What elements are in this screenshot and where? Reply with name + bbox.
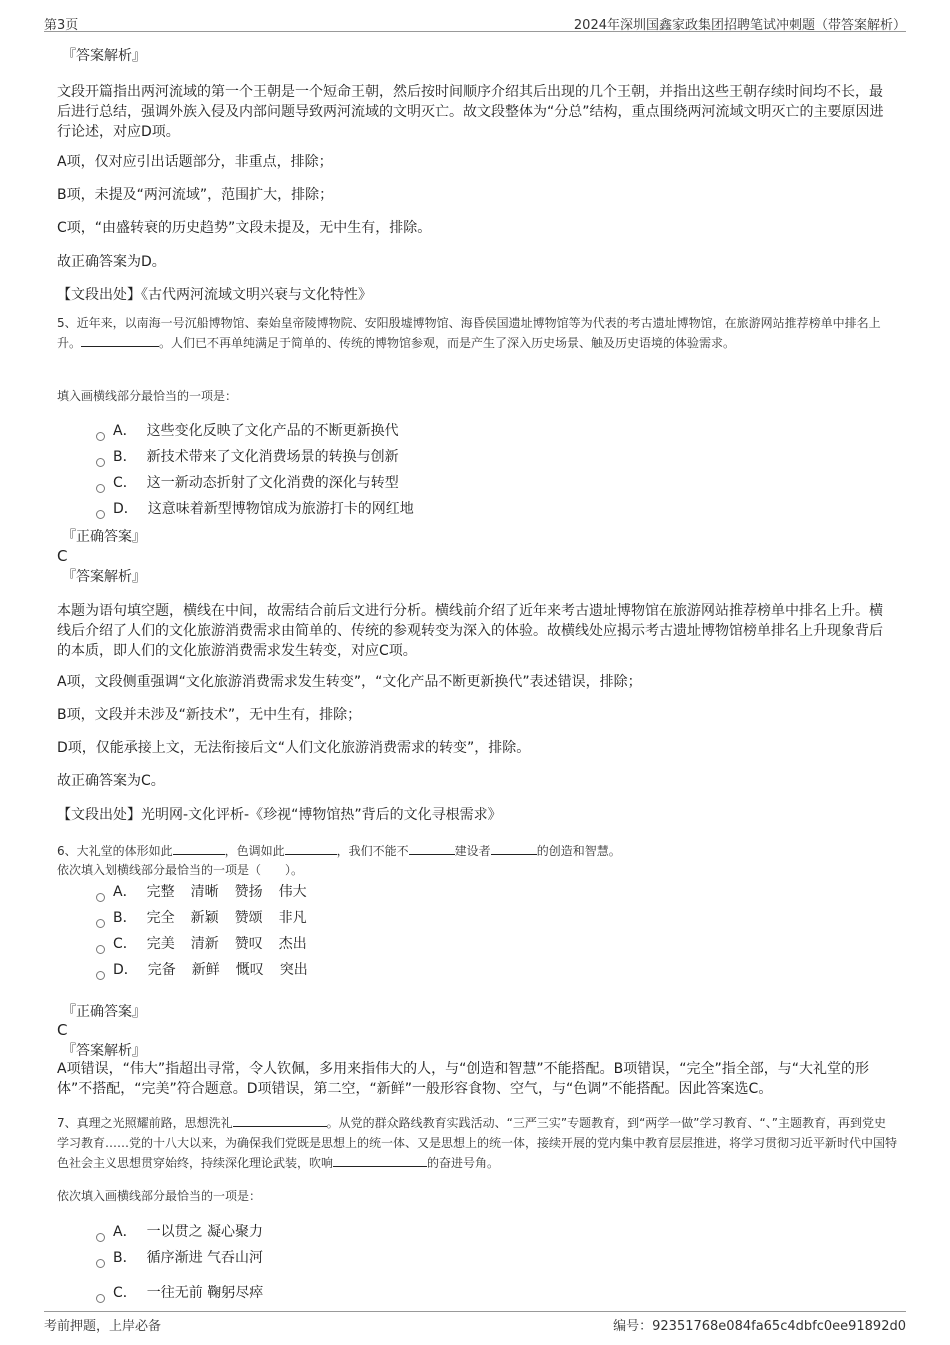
q7-option-b[interactable]: B． 循序渐进 气吞山河	[96, 1248, 263, 1268]
q6-blank-2	[285, 841, 337, 855]
q6-stem: 6、大礼堂的体形如此 ，色调如此 ，我们不能不 建设者 的创造和智慧。	[57, 841, 897, 861]
q6-blank-4	[491, 841, 537, 855]
radio-icon[interactable]	[96, 1294, 105, 1303]
radio-icon[interactable]	[96, 919, 105, 928]
footer-code: 编号：92351768e084fa65c4dbfc0ee91892d0	[613, 1319, 906, 1334]
q5-prompt: 填入画横线部分最恰当的一项是：	[57, 389, 238, 403]
q4-conclusion: 故正确答案为D。	[57, 254, 166, 270]
q6-option-a[interactable]: A． 完整 清晰 赞扬 伟大	[96, 882, 323, 902]
q5-option-a-note: A项，文段侧重强调“文化旅游消费需求发生转变”，“文化产品不断更新换代”表述错误，排除；	[57, 674, 642, 690]
q5-stem-part1: 5、近年来，以南海一号沉船博物馆、秦始皇帝陵博物院、安阳殷墟博物馆、海昏侯国遗址博物馆等为代表的考古遗址博物馆，在旅游网站推荐榜单中排名上升。	[57, 316, 881, 350]
q6-prompt: 依次填入划横线部分最恰当的一项是（ ）。	[57, 863, 304, 877]
q5-analysis-heading: 『答案解析』	[62, 569, 146, 585]
q5-blank	[81, 333, 159, 347]
q7-blank-2	[333, 1153, 427, 1167]
q5-option-d-note: D项，仅能承接上文，无法衔接后文“人们文化旅游消费需求的转变”，排除。	[57, 740, 531, 756]
q4-analysis-heading: 『答案解析』	[62, 48, 146, 64]
radio-icon[interactable]	[96, 893, 105, 902]
radio-icon[interactable]	[96, 1233, 105, 1242]
q6-analysis-heading: 『答案解析』	[62, 1043, 146, 1059]
page-header	[44, 12, 906, 32]
q4-option-a-note: A项，仅对应引出话题部分，非重点，排除；	[57, 154, 333, 170]
q5-option-c[interactable]: C． 这一新动态折射了文化消费的深化与转型	[96, 473, 399, 493]
q5-analysis-text: 本题为语句填空题，横线在中间，故需结合前后文进行分析。横线前介绍了近年来考古遗址博物馆在旅游网站推荐榜单中排名上升。横线后介绍了人们的文化旅游消费需求由简单的、传统的参观转变为深入的体验。故横线处应揭示考古遗址博物馆榜单排名上升现象背后的本质，即人们的文化旅游消费需求发生转变，对应C项。	[57, 603, 883, 659]
q7-blank-1	[233, 1113, 327, 1127]
radio-icon[interactable]	[96, 971, 105, 980]
q6-option-c[interactable]: C． 完美 清新 赞叹 杰出	[96, 934, 323, 954]
q7-option-c[interactable]: C． 一往无前 鞠躬尽瘁	[96, 1283, 263, 1303]
q6-answer-heading: 『正确答案』	[62, 1004, 146, 1020]
q5-option-d[interactable]: D． 这意味着新型博物馆成为旅游打卡的网红地	[96, 499, 414, 519]
radio-icon[interactable]	[96, 510, 105, 519]
q5-option-a[interactable]: A． 这些变化反映了文化产品的不断更新换代	[96, 421, 399, 441]
q6-blank-1	[173, 841, 225, 855]
q6-option-b[interactable]: B． 完全 新颖 赞颂 非凡	[96, 908, 323, 928]
q5-stem-part2: 。人们已不再单纯满足于简单的、传统的博物馆参观，而是产生了深入历史场景、触及历史语境的体验需求。	[159, 336, 736, 350]
document-title: 2024年深圳国鑫家政集团招聘笔试冲刺题（带答案解析）	[573, 18, 906, 33]
q5-conclusion: 故正确答案为C。	[57, 773, 165, 789]
q4-analysis-text: 文段开篇指出两河流域的第一个王朝是一个短命王朝，然后按时间顺序介绍其后出现的几个王朝，并指出这些王朝存续时间均不长，最后进行总结，强调外族入侵及内部问题导致两河流域的文明灭亡。故文段整体为“分总”结构，重点围绕两河流域文明灭亡的主要原因进行论述，对应D项。	[57, 84, 884, 140]
page-number: 第3页	[44, 18, 79, 33]
radio-icon[interactable]	[96, 1259, 105, 1268]
q7-stem: 7、真理之光照耀前路，思想洗礼 。从党的群众路线教育实践活动、“三严三实”专题教育，到“两学一做”学习教育、“、”主题教育，再到党史学习教育……党的十八大以来，为确保我们党既是思想上的统一体、又是思想上的统一体，接续开展的党内集中教育层层推进，将学习贯彻习近平新时代中国特色社会主义思想贯穿始终，持续深化理论武装，吹响 的奋进号角。	[57, 1113, 897, 1173]
q6-analysis-text: A项错误，“伟大”指超出寻常，令人钦佩，多用来指伟大的人，与“创造和智慧”不能搭配。B项错误，“完全”指全部，与“大礼堂的形体”不搭配，“完美”符合题意。D项错误，第二空，“新鲜”一般形容食物、空气，与“色调”不能搭配。因此答案选C。	[57, 1061, 869, 1097]
q6-option-d[interactable]: D． 完备 新鲜 慨叹 突出	[96, 960, 324, 980]
q6-answer: C	[57, 1021, 68, 1039]
q7-option-a[interactable]: A． 一以贯之 凝心聚力	[96, 1222, 263, 1242]
footer-slogan: 考前押题，上岸必备	[44, 1319, 162, 1334]
q6-blank-3	[409, 841, 455, 855]
radio-icon[interactable]	[96, 458, 105, 467]
radio-icon[interactable]	[96, 432, 105, 441]
page-footer	[44, 1311, 906, 1333]
q7-prompt: 依次填入画横线部分最恰当的一项是：	[57, 1189, 262, 1203]
radio-icon[interactable]	[96, 484, 105, 493]
q4-source: 【文段出处】《古代两河流域文明兴衰与文化特性》	[57, 287, 372, 303]
q5-source: 【文段出处】光明网-文化评析-《珍视“博物馆热”背后的文化寻根需求》	[57, 807, 502, 823]
radio-icon[interactable]	[96, 945, 105, 954]
q4-option-c-note: C项，“由盛转衰的历史趋势”文段未提及，无中生有，排除。	[57, 220, 432, 236]
q5-option-b[interactable]: B． 新技术带来了文化消费场景的转换与创新	[96, 447, 399, 467]
q5-answer: C	[57, 547, 68, 565]
q5-stem	[57, 313, 897, 353]
q5-answer-heading: 『正确答案』	[62, 529, 146, 545]
q5-option-b-note: B项，文段并未涉及“新技术”，无中生有，排除；	[57, 707, 362, 723]
q4-option-b-note: B项，未提及“两河流域”，范围扩大，排除；	[57, 187, 334, 203]
